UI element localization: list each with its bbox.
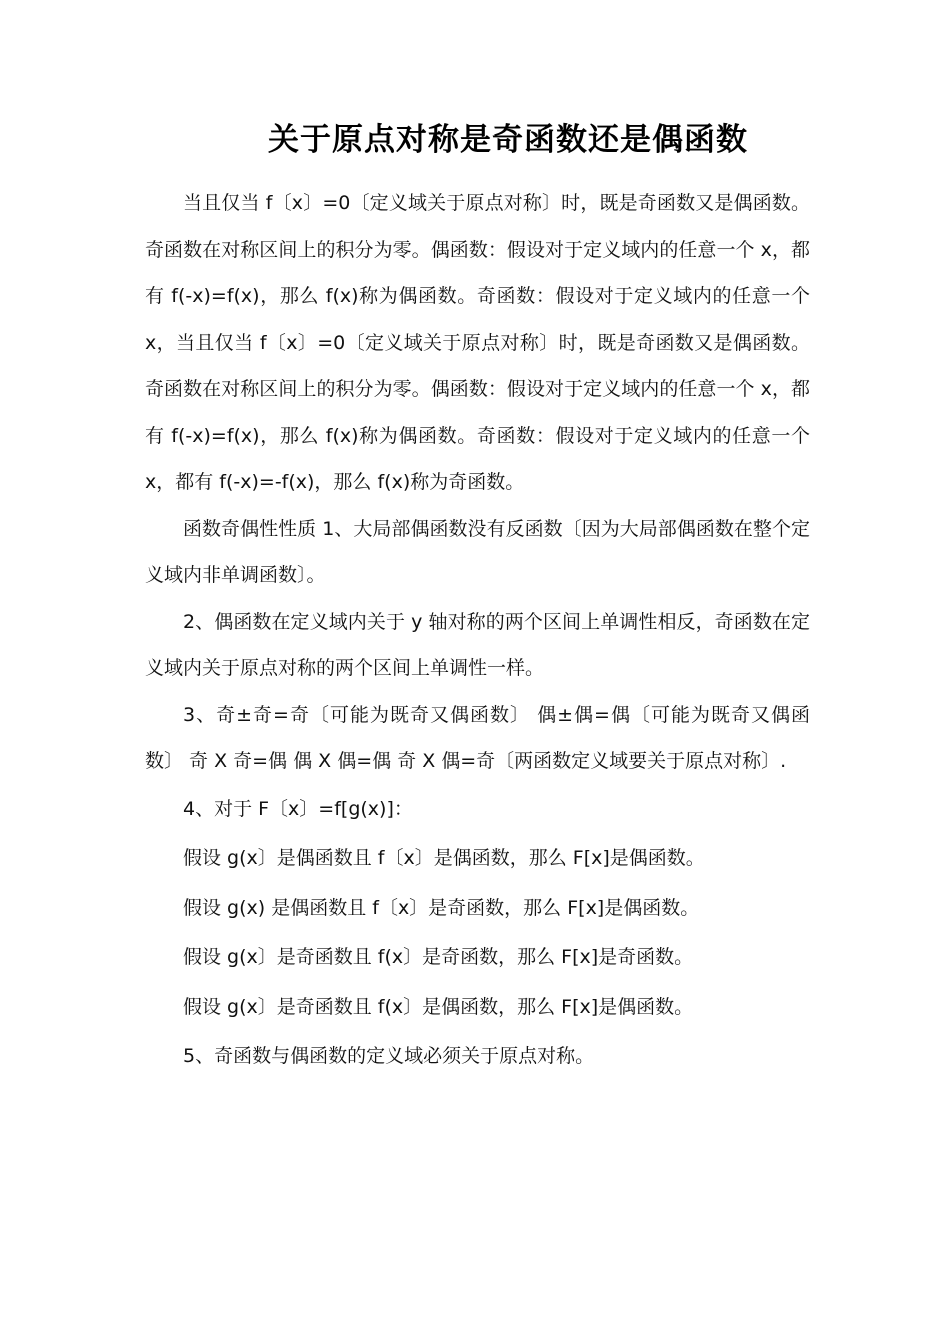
paragraph-property-1: 函数奇偶性性质 1、大局部偶函数没有反函数〔因为大局部偶函数在整个定义域内非单调函数〕。 [145, 517, 810, 586]
rule-item: 假设 g(x〕是奇函数且 f(x〕是奇函数，那么 F[x]是奇函数。 [183, 946, 694, 968]
rule-item: 假设 g(x〕是偶函数且 f〔x〕是偶函数，那么 F[x]是偶函数。 [183, 847, 705, 869]
paragraph-property-2: 2、偶函数在定义域内关于 y 轴对称的两个区间上单调性相反，奇函数在定义域内关于原点对称的两个区间上单调性一样。 [145, 610, 810, 679]
paragraph-definition: 当且仅当 f〔x〕=0〔定义域关于原点对称〕时，既是奇函数又是偶函数。奇函数在对称区间上的积分为零。偶函数：假设对于定义域内的任意一个 x，都有 f(-x)=f(x)，那么 f(x)称为偶函数。奇函数：假设对于定义域内的任意一个 x，当且仅当 f〔x〕=0〔定义域关于原点对称〕时，既是奇函数又是偶函数。奇函数在对称区间上的积分为零。偶函数：假设对于定义域内的任意一个 x，都有 f(-x)=f(x)，那么 f(x)称为偶函数。奇函数：假设对于定义域内的任意一个 x，都有 f(-x)=-f(x)，那么 f(x)称为奇函数。 [145, 192, 810, 493]
paragraph-property-5: 5、奇函数与偶函数的定义域必须关于原点对称。 [183, 1045, 595, 1067]
document-body [145, 180, 810, 1082]
paragraph-property-4-heading: 4、对于 F〔x〕=f[g(x)]： [183, 797, 413, 820]
document-title: 关于原点对称是奇函数还是偶函数 [268, 122, 748, 158]
rule-item: 假设 g(x〕是奇函数且 f(x〕是偶函数，那么 F[x]是偶函数。 [183, 995, 694, 1018]
paragraph-property-3: 3、奇±奇=奇〔可能为既奇又偶函数〕 偶±偶=偶〔可能为既奇又偶函数〕 奇 X 奇=偶 偶 X 偶=偶 奇 X 偶=奇〔两函数定义域要关于原点对称〕. [145, 703, 810, 772]
rule-item: 假设 g(x) 是偶函数且 f〔x〕是奇函数，那么 F[x]是偶函数。 [183, 896, 700, 919]
